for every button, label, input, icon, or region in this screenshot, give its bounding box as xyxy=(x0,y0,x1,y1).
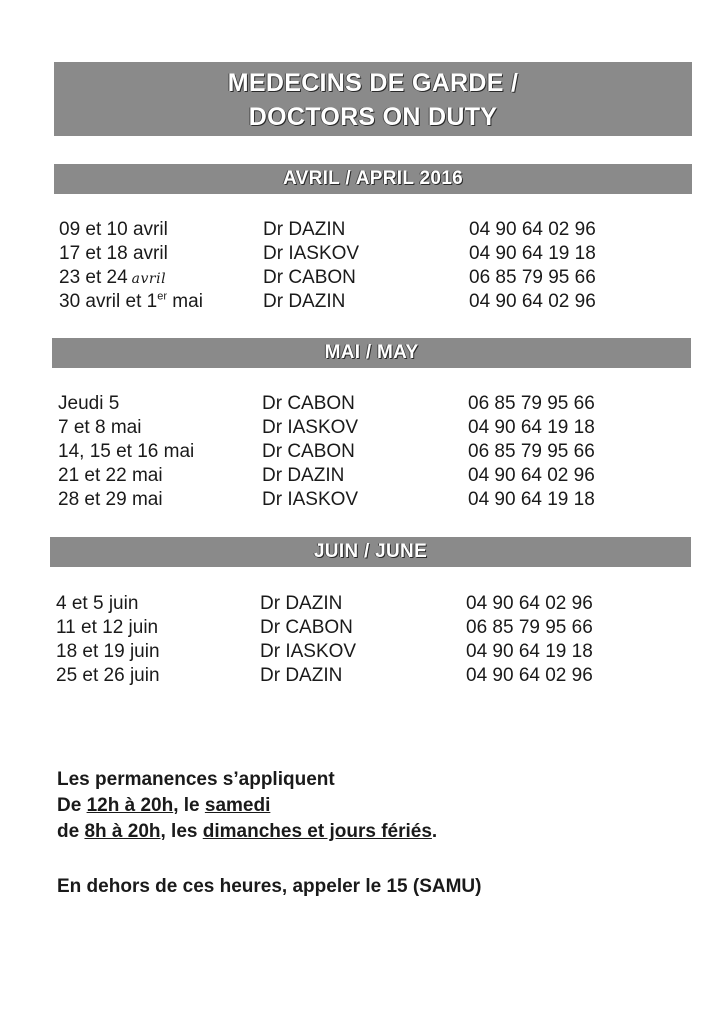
saturday-hours: 12h à 20h xyxy=(86,795,174,816)
doctor-name: Dr DAZIN xyxy=(260,665,343,686)
note-text: De xyxy=(57,795,87,816)
duty-date: 14, 15 et 16 mai xyxy=(58,441,195,462)
note-text: . xyxy=(431,821,438,842)
duty-date: 17 et 18 avril xyxy=(59,243,168,264)
phone-number: 04 90 64 02 96 xyxy=(469,219,596,240)
page-title-banner xyxy=(54,62,692,136)
duty-hours-note xyxy=(57,767,437,845)
note-text: , les xyxy=(160,821,203,842)
april-header: AVRIL / APRIL 2016 xyxy=(54,164,692,194)
doctor-name: Dr IASKOV xyxy=(260,641,357,662)
note-text: , le xyxy=(173,795,205,816)
phone-number: 04 90 64 19 18 xyxy=(469,243,596,264)
may-header: MAI / MAY xyxy=(52,338,691,368)
june-header: JUIN / JUNE xyxy=(50,537,691,567)
duty-date: 28 et 29 mai xyxy=(58,489,163,510)
doctor-name: Dr IASKOV xyxy=(263,243,360,264)
duty-date xyxy=(59,290,203,314)
duty-date-suffix: mai xyxy=(167,291,203,312)
duty-date: 09 et 10 avril xyxy=(59,219,168,240)
phone-number: 04 90 64 02 96 xyxy=(466,593,593,614)
note-line-3 xyxy=(57,819,437,845)
duty-date: Jeudi 5 xyxy=(58,393,120,414)
phone-number: 06 85 79 95 66 xyxy=(468,393,595,414)
duty-date: 25 et 26 juin xyxy=(56,665,160,686)
phone-number: 04 90 64 02 96 xyxy=(469,291,596,312)
note-line-2 xyxy=(57,793,437,819)
doctor-name: Dr IASKOV xyxy=(262,489,359,510)
duty-date xyxy=(59,266,166,291)
doctor-name: Dr IASKOV xyxy=(262,417,359,438)
phone-number: 06 85 79 95 66 xyxy=(469,267,596,288)
note-line-1: Les permanences s’appliquent xyxy=(57,769,335,790)
doctor-name: Dr CABON xyxy=(263,267,356,288)
doctor-name: Dr CABON xyxy=(260,617,353,638)
duty-date: 7 et 8 mai xyxy=(58,417,142,438)
duty-date: 11 et 12 juin xyxy=(56,617,159,638)
phone-number: 04 90 64 19 18 xyxy=(468,417,595,438)
saturday-label: samedi xyxy=(204,795,271,816)
sundays-holidays-label: dimanches et jours fériés xyxy=(202,821,432,842)
doctor-name: Dr CABON xyxy=(262,393,355,414)
doctor-name: Dr DAZIN xyxy=(260,593,343,614)
page-title-line1: MEDECINS DE GARDE / xyxy=(227,69,519,97)
duty-date-sup: er xyxy=(157,290,168,303)
phone-number: 04 90 64 02 96 xyxy=(466,665,593,686)
duty-date: 4 et 5 juin xyxy=(56,593,139,614)
handwritten-annotation: avril xyxy=(131,271,167,287)
sunday-hours: 8h à 20h xyxy=(84,821,161,842)
doctor-name: Dr DAZIN xyxy=(263,219,346,240)
phone-number: 06 85 79 95 66 xyxy=(466,617,593,638)
emergency-text: En dehors de ces heures, appeler le 15 (SAMU) xyxy=(57,876,482,897)
doctor-name: Dr DAZIN xyxy=(262,465,345,486)
phone-number: 04 90 64 19 18 xyxy=(468,489,595,510)
phone-number: 04 90 64 19 18 xyxy=(466,641,593,662)
note-text: de xyxy=(57,821,85,842)
phone-number: 06 85 79 95 66 xyxy=(468,441,595,462)
emergency-note xyxy=(57,874,481,900)
duty-date: 18 et 19 juin xyxy=(56,641,160,662)
duty-date-printed: 23 et 24 xyxy=(59,267,128,288)
duty-date-main: 30 avril et 1 xyxy=(59,291,158,312)
doctor-name: Dr CABON xyxy=(262,441,355,462)
page-title-line2: DOCTORS ON DUTY xyxy=(248,103,498,131)
phone-number: 04 90 64 02 96 xyxy=(468,465,595,486)
duty-date: 21 et 22 mai xyxy=(58,465,163,486)
doctor-name: Dr DAZIN xyxy=(263,291,346,312)
